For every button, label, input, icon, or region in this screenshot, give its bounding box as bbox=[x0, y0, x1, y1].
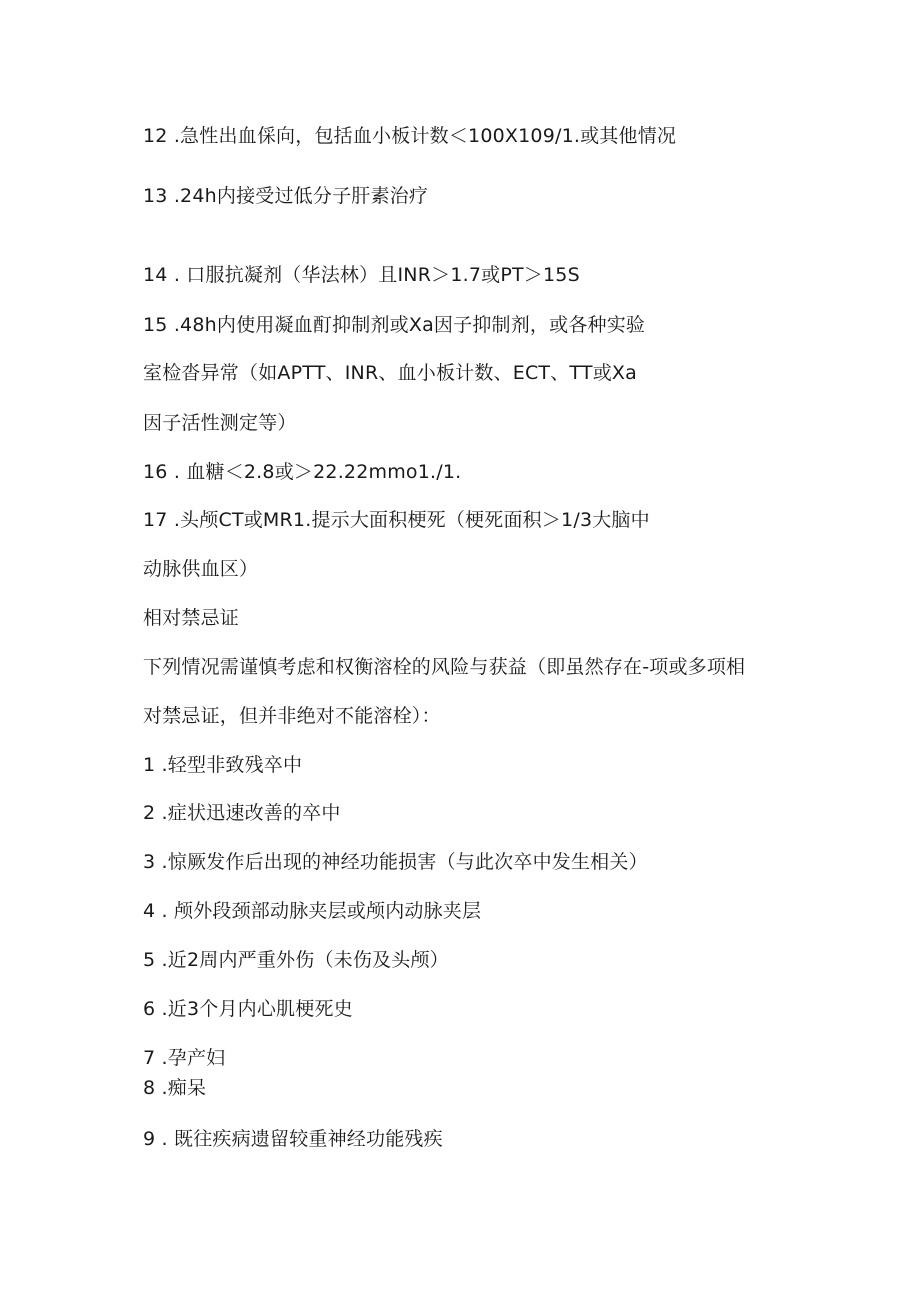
list-item: 1 .轻型非致残卒中 bbox=[143, 754, 303, 776]
text-line: 因子活性测定等） bbox=[143, 412, 297, 434]
text-line: 14 . 口服抗凝剂（华法林）且INR＞1.7或PT＞15S bbox=[143, 264, 580, 286]
list-item: 2 .症状迅速改善的卒中 bbox=[143, 802, 341, 824]
text-line: 12 .急性出血倸向，包括血小板计数＜100X109/1.或其他情况 bbox=[143, 125, 677, 147]
text-line: 16 . 血糖＜2.8或＞22.22mmo1./1. bbox=[143, 461, 462, 483]
text-line: 17 .头颅CT或MR1.提示大面积梗死（梗死面积＞1/3大脑中 bbox=[143, 509, 650, 531]
text-line: 对禁忌证，但并非绝对不能溶栓）： bbox=[143, 705, 441, 727]
list-item: 4 . 颅外段颈部动脉夹层或颅内动脉夹层 bbox=[143, 900, 482, 922]
section-heading: 相对禁忌证 bbox=[143, 607, 240, 629]
text-line: 动脉供血区） bbox=[143, 558, 259, 580]
list-item: 7 .孕产妇 bbox=[143, 1047, 226, 1069]
text-line: 13 .24h内接受过低分子肝素治疗 bbox=[143, 185, 429, 207]
list-item: 3 .惊厥发作后出现的神经功能损害（与此次卒中发生相关） bbox=[143, 851, 648, 873]
text-line: 15 .48h内使用凝血酊抑制剂或Xa因子抑制剂，或各种实验 bbox=[143, 314, 646, 336]
list-item: 9 . 既往疾病遗留较重神经功能残疾 bbox=[143, 1128, 443, 1150]
list-item: 6 .近3个月内心肌梗死史 bbox=[143, 998, 353, 1020]
list-item: 5 .近2周内严重外伤（未伤及头颅） bbox=[143, 949, 449, 971]
text-line: 室检沓异常（如APTT、INR、血小板计数、ECT、TT或Xa bbox=[143, 362, 637, 384]
list-item: 8 .痴呆 bbox=[143, 1077, 207, 1099]
text-line: 下列情况需谨慎考虑和权衡溶栓的风险与获益（即虽然存在-项或多项相 bbox=[143, 656, 746, 678]
